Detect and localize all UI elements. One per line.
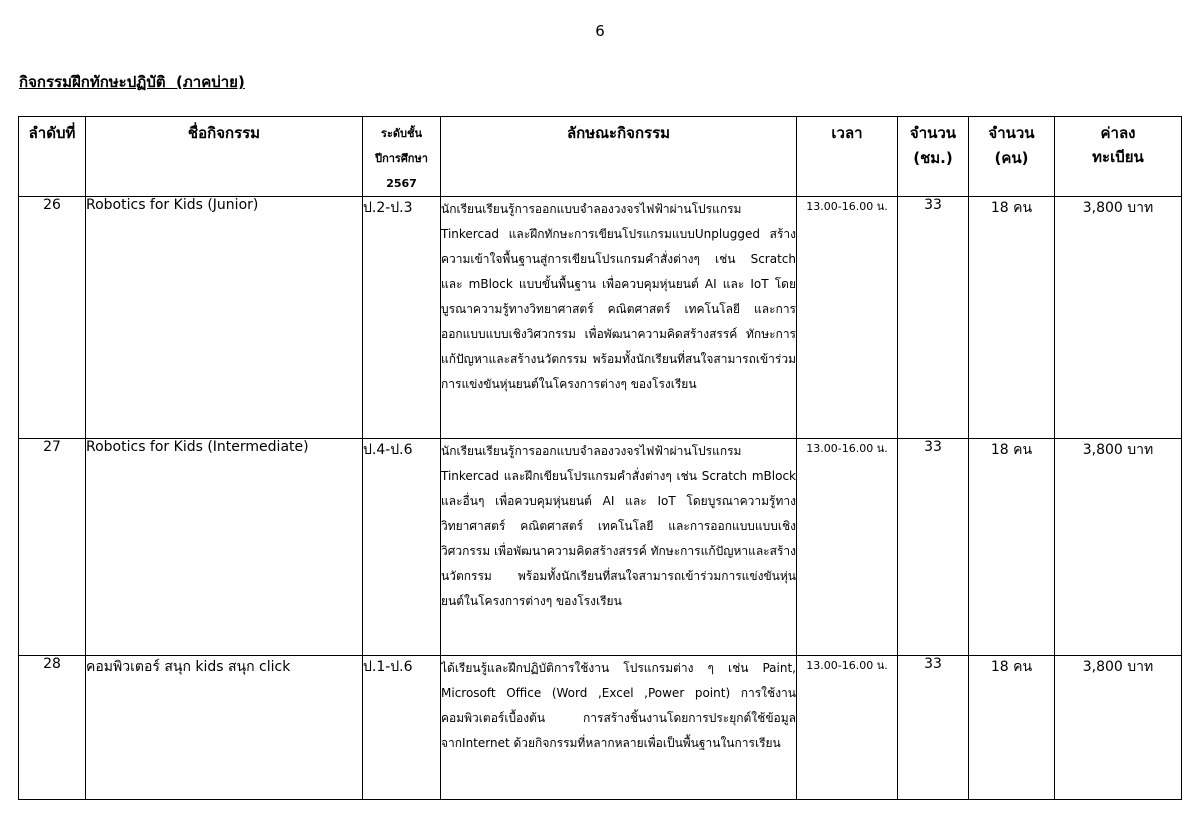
page-number: 6 [595, 22, 605, 40]
header-name: ชื่อกิจกรรม [86, 117, 363, 197]
header-people-line: จำนวน [988, 124, 1035, 142]
header-nature: ลักษณะกิจกรรม [441, 117, 797, 197]
header-level-line: ระดับชั้น [381, 127, 422, 140]
header-level-line: 2567 [386, 177, 417, 190]
row-fee: 3,800 บาท [1055, 656, 1182, 800]
table-row [19, 197, 1182, 439]
header-level-line: ปีการศึกษา [375, 152, 428, 165]
row-seq: 28 [19, 656, 86, 800]
header-time: เวลา [797, 117, 898, 197]
header-fee-line: ค่าลง [1100, 124, 1136, 142]
row-description: นักเรียนเรียนรู้การออกแบบจำลองวงจรไฟฟ้าผ่านโปรแกรม Tinkercad และฝึกทักษะการเขียนโปรแกรมแบบUnplugged สร้างความเข้าใจพื้นฐานสู่การเขียนโปรแกรมคำสั่งต่างๆ เช่น Scratch และ mBlock แบบขั้นพื้นฐาน เพื่อควบคุมหุ่นยนต์ AI และ IoT โดยบูรณาความรู้ทางวิทยาศาสตร์ คณิตศาสตร์ เทคโนโลยี และการออกแบบแบบเชิงวิศวกรรม เพื่อพัฒนาความคิดสร้างสรรค์ ทักษะการแก้ปัญหาและสร้างนวัตกรรม พร้อมทั้งนักเรียนที่สนใจสามารถเข้าร่วมการแข่งขันหุ่นยนต์ในโครงการต่างๆ ของโรงเรียน [441, 197, 797, 439]
header-hours-line: จำนวน [909, 124, 957, 142]
header-hours-line: (ชม.) [913, 149, 953, 167]
row-hours: 33 [898, 197, 969, 439]
row-activity-name: Robotics for Kids (Junior) [86, 197, 363, 439]
row-description: นักเรียนเรียนรู้การออกแบบจำลองวงจรไฟฟ้าผ่านโปรแกรม Tinkercad และฝึกเขียนโปรแกรมคำสั่งต่างๆ เช่น Scratch mBlock และอื่นๆ เพื่อควบคุมหุ่นยนต์ AI และ IoT โดยบูรณาความรู้ทางวิทยาศาสตร์ คณิตศาสตร์ เทคโนโลยี และการออกแบบแบบเชิงวิศวกรรม เพื่อพัฒนาความคิดสร้างสรรค์ ทักษะการแก้ปัญหาและสร้างนวัตกรรม พร้อมทั้งนักเรียนที่สนใจสามารถเข้าร่วมการแข่งขันหุ่นยนต์ในโครงการต่างๆ ของโรงเรียน [441, 439, 797, 656]
header-fee [1055, 117, 1182, 197]
row-fee: 3,800 บาท [1055, 439, 1182, 656]
header-seq: ลำดับที่ [19, 117, 86, 197]
row-time: 13.00-16.00 น. [797, 656, 898, 800]
activities-table [18, 116, 1182, 800]
row-level: ป.2-ป.3 [363, 197, 441, 439]
row-hours: 33 [898, 656, 969, 800]
row-level: ป.4-ป.6 [363, 439, 441, 656]
row-activity-name: Robotics for Kids (Intermediate) [86, 439, 363, 656]
row-time: 13.00-16.00 น. [797, 197, 898, 439]
row-people: 18 คน [969, 656, 1055, 800]
row-activity-name: คอมพิวเตอร์ สนุก kids สนุก click [86, 656, 363, 800]
table-row [19, 439, 1182, 656]
row-seq: 27 [19, 439, 86, 656]
header-level [363, 117, 441, 197]
header-hours [898, 117, 969, 197]
row-level: ป.1-ป.6 [363, 656, 441, 800]
row-description: ได้เรียนรู้และฝึกปฏิบัติการใช้งาน โปรแกรมต่าง ๆ เช่น Paint, Microsoft Office (Word ,Excel ,Power point) การใช้งานคอมพิวเตอร์เบื้องต้น การสร้างชิ้นงานโดยการประยุกต์ใช้ข้อมูลจากInternet ด้วยกิจกรรมที่หลากหลายเพื่อเป็นพื้นฐานในการเรียน [441, 656, 797, 800]
header-fee-line: ทะเบียน [1092, 148, 1144, 166]
row-seq: 26 [19, 197, 86, 439]
header-row [19, 117, 1182, 197]
row-hours: 33 [898, 439, 969, 656]
row-people: 18 คน [969, 439, 1055, 656]
table-row [19, 656, 1182, 800]
row-fee: 3,800 บาท [1055, 197, 1182, 439]
row-time: 13.00-16.00 น. [797, 439, 898, 656]
header-people [969, 117, 1055, 197]
header-people-line: (คน) [994, 149, 1029, 167]
section-title: กิจกรรมฝึกทักษะปฏิบัติ (ภาคบ่าย) [19, 73, 245, 91]
row-people: 18 คน [969, 197, 1055, 439]
